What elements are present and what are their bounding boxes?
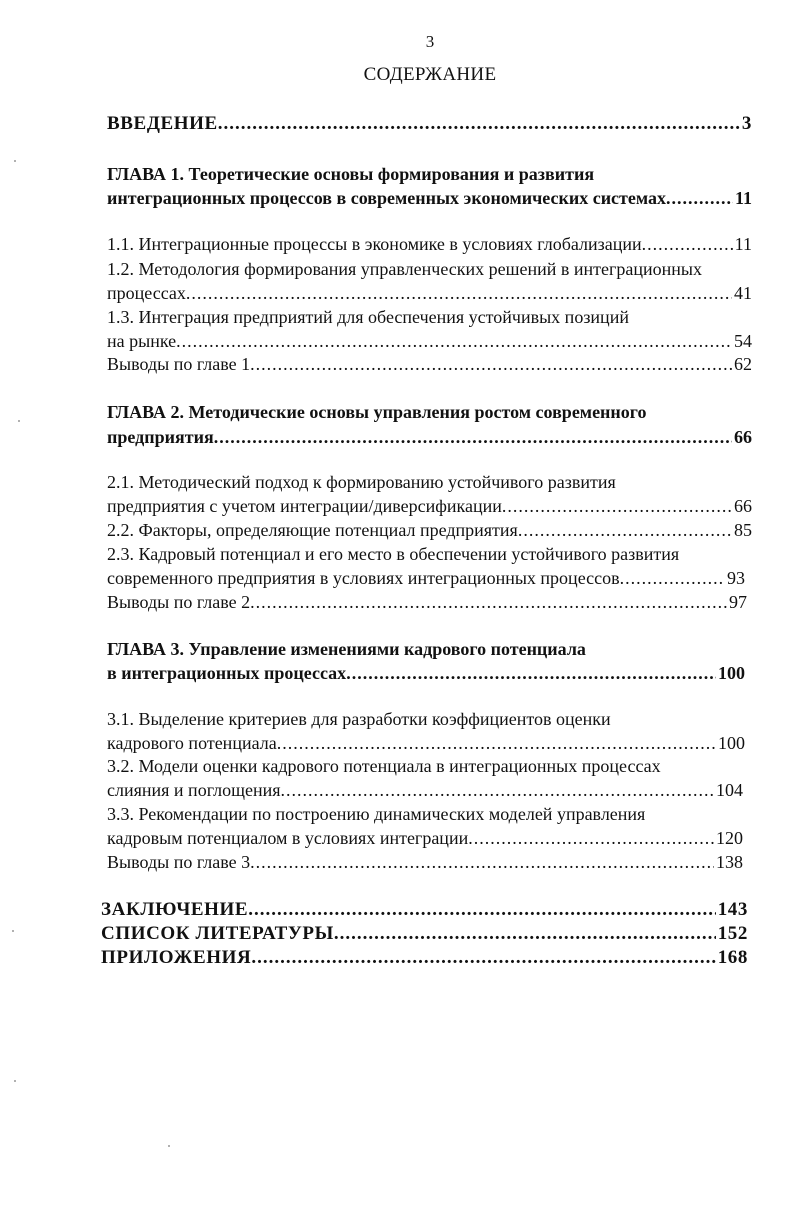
toc-entry-3-3: 3.3. Рекомендации по построению динамических моделей управления	[107, 804, 646, 824]
toc-entry-2-3: 2.3. Кадровый потенциал и его место в обеспечении устойчивого развития	[107, 544, 680, 564]
toc-page: 11	[734, 188, 752, 208]
page-number: 3	[425, 32, 435, 51]
scan-speck	[14, 1080, 16, 1082]
chapter3-title-cont: в интеграционных процессах ..... 100	[107, 661, 745, 685]
toc-entry-references: СПИСОК ЛИТЕРАТУРЫ ..... 152	[101, 922, 748, 946]
toc-entry-appendices: ПРИЛОЖЕНИЯ ..... 168	[101, 946, 748, 970]
chapter1-title: ГЛАВА 1. Теоретические основы формирования и развития	[107, 164, 595, 184]
toc-entry-conclusions-2: Выводы по главе 2 ..... 97	[107, 590, 747, 614]
toc-entry-1-3: 1.3. Интеграция предприятий для обеспечения устойчивых позиций	[107, 307, 629, 327]
chapter2-title: ГЛАВА 2. Методические основы управления ростом современного	[107, 402, 647, 422]
toc-entry-1-1: 1.1. Интеграционные процессы в экономике в условиях глобализации ..... 11	[107, 232, 752, 256]
toc-entry-2-1: 2.1. Методический подход к формированию устойчивого развития	[107, 472, 616, 492]
toc-entry-conclusions-3: Выводы по главе 3 ..... 138	[107, 850, 743, 874]
toc-entry-intro	[107, 112, 752, 136]
scan-speck	[14, 160, 16, 162]
toc-page: 3	[741, 113, 752, 134]
toc-entry-3-2-cont: слияния и поглощения ..... 104	[107, 778, 743, 802]
chapter3-title: ГЛАВА 3. Управление изменениями кадрового потенциала	[107, 639, 586, 659]
toc-entry-3-1: 3.1. Выделение критериев для разработки коэффициентов оценки	[107, 709, 611, 729]
scan-speck	[12, 930, 14, 932]
toc-title: СОДЕРЖАНИЕ	[363, 64, 497, 85]
toc-entry-1-2: 1.2. Методология формирования управленческих решений в интеграционных	[107, 259, 702, 279]
toc-entry-2-2: 2.2. Факторы, определяющие потенциал предприятия ..... 85	[107, 518, 752, 542]
toc-entry-1-3-cont: на рынке ..... 54	[107, 329, 752, 353]
scan-speck	[168, 1145, 170, 1147]
toc-entry-3-1-cont: кадрового потенциала ..... 100	[107, 731, 745, 755]
toc-entry-1-2-cont: процессах ..... 41	[107, 281, 752, 305]
chapter1-title-cont: интеграционных процессов в современных экономических системах ..... 11	[107, 186, 752, 210]
toc-label: ВВЕДЕНИЕ	[107, 113, 218, 134]
toc-entry-conclusions-1: Выводы по главе 1 ..... 62	[107, 352, 752, 376]
toc-entry-2-3-cont: современного предприятия в условиях интеграционных процессов ..... 93	[107, 566, 745, 590]
toc-entry-3-3-cont: кадровым потенциалом в условиях интеграции ..... 120	[107, 826, 743, 850]
chapter2-title-cont: предприятия ..... 66	[107, 425, 752, 449]
toc-entry-conclusion: ЗАКЛЮЧЕНИЕ ..... 143	[101, 898, 748, 922]
toc-entry-2-1-cont: предприятия с учетом интеграции/диверсификации ..... 66	[107, 494, 752, 518]
toc-entry-3-2: 3.2. Модели оценки кадрового потенциала в интеграционных процессах	[107, 756, 661, 776]
scan-speck	[18, 420, 20, 422]
